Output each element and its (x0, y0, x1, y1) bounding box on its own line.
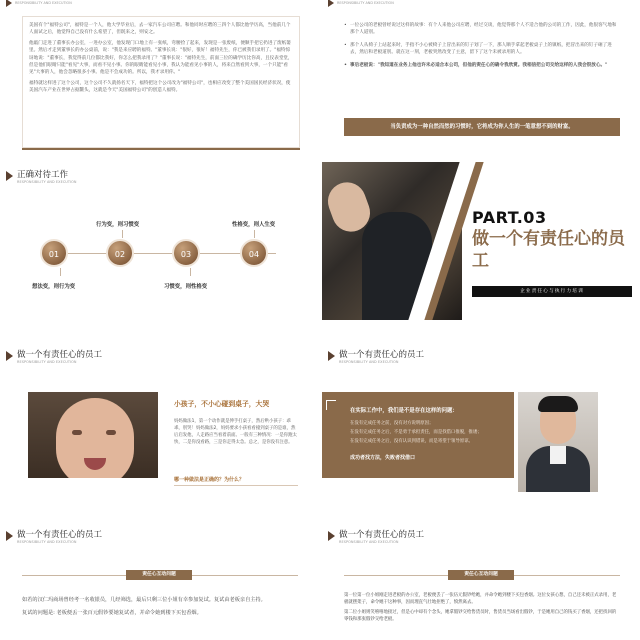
section-tag: 责任心互动问题 (126, 570, 192, 580)
step-circle-4: 04 (240, 239, 268, 267)
story-paragraph-2: 他敲门走进了董事长办公室，一进办公室，他发现门口地上有一张纸，弯腰捡了起来，发现是一张废纸，便顺手把它扔进了废纸篓里。然后才走到董事长的办公桌前，说："我是来应聘的福特。"董事长说："很好，很好！福特先生，你已被我们录用了。"福特惊讶地说："董事长，我觉得前几位都比我好，你怎么把我录用了？"董事长说："福特先生，前面三位的确学历比你高，且仪表堂堂，但是他们眼睛只能"看见"大事，而看不见小事。你的眼睛能看见小事，我认为能看见小事的人，将来自然看到大事，一个只能"看见"大事的人，他会忽略很多小事。他是不会成功的。所以，我才录用你。" (29, 40, 293, 76)
slide-title: 做一个有责任心的员工 (17, 530, 103, 540)
story-line: 第一位第一位小姐刚走进老板的办公室，老板便丢了一张伍元假钞给她，并命令她到楼下买包香烟。这位女孩心想，自己还未被正式录用，老板就摆架子，命令她干这种事，因而理直气壮地拒绝了，愤然离去。 (344, 593, 617, 605)
story-text (344, 592, 620, 623)
story-line: 第二位小姐则笑嘻嘻地接过，但是心中却有个念头，她拿假钞交给售货员时，售货员当场看出假钞，于是她用自己的钱买了香烟，还把找回的零钱和那张假钞交给老板。 (344, 610, 617, 622)
timeline-tick (60, 268, 61, 276)
triangle-icon (328, 0, 334, 7)
triangle-icon (328, 351, 335, 361)
story-paragraph-3: 福特就这样进了这个公司，这个公司不久就扬名天下，福特把这个公司改为"福特公司"，也相应改变了整个美国国民经济状况，使美国汽车产业在世界占据鳌头，这就是今天"美国福特公司"的创造人福特。 (29, 80, 291, 94)
section-subtitle-pill: 企业责任心与执行力培训 (472, 286, 632, 297)
slide-thumbnail-8[interactable] (322, 522, 640, 640)
header-subtitle: RESPONSIBILITY AND EXECUTION (17, 540, 77, 544)
header-subtitle: RESPONSIBILITY AND EXECUTION (17, 360, 77, 364)
triangle-icon (6, 0, 12, 7)
accent-underline (22, 148, 300, 150)
slide-title: 做一个有责任心的员工 (339, 530, 425, 540)
slide-title: 正确对待工作 (17, 170, 69, 180)
step-circle-2: 02 (106, 239, 134, 267)
crying-baby-photo (28, 392, 158, 478)
step-label-bottom-1: 想法变，则行为变 (32, 284, 76, 290)
bullet-list (344, 22, 620, 74)
slide-thumbnail-4[interactable] (322, 162, 640, 320)
panel-title: 在实际工作中，我们是不是存在这样的问题： (350, 408, 458, 414)
slide-thumbnail-7[interactable] (0, 522, 318, 640)
header-subtitle: RESPONSIBILITY AND EXECUTION (339, 360, 399, 364)
slide-header (0, 0, 318, 8)
step-circle-3: 03 (172, 239, 200, 267)
story-paragraph-1: 美国有个"福特公司"，福特是一个人，他大学毕业后，去一家汽车公司应聘。和他同时应聘的三四个人都比他学历高，当他前几个人面试之后，他觉得自己没有什么希望了，但既来之，则安之。 (29, 23, 291, 36)
question-line: 复试的问题是: 老板便丢一张百元假钞要她复试者，并命令她到楼下买包香烟。 (22, 610, 202, 616)
problem-panel (322, 392, 514, 478)
case-body: 妈妈做法1，第一个动作就是伸手打桌子，然后哄小孩子：乖乖，别哭！妈妈做法2，妈妈要求小孩看看撞到桌子的是谁，然后启发他，人走路应当看着前面。一般有三种情况：一是你跑太快，二是你没看路，三是你走得太急。总之，是你没有注意。 (174, 419, 297, 445)
story-text-box (22, 16, 300, 148)
step-label-top-1: 行为变，则习惯变 (96, 222, 140, 228)
header-subtitle: RESPONSIBILITY AND EXECUTION (339, 540, 399, 544)
header-subtitle: RESPONSIBILITY AND EXECUTION (15, 1, 72, 5)
panel-subline: 成功者找方法，失败者找借口 (350, 455, 416, 461)
businessman-photo (518, 392, 598, 492)
bullet-item: • 那个人从椅子上站起来时，手指不小心被椅子上冒出来的钉子划了一下，那人顺手拿起老板桌子上的镇纸，把冒出来的钉子砸了进去，然后和老板道别。就在这一刻，老板突然改变了主意，留下了这个未被录用的人。 (344, 42, 620, 57)
timeline-tick (190, 268, 191, 276)
eye-shape (72, 430, 82, 435)
step-circle-1: 01 (40, 239, 68, 267)
corner-bracket-icon (326, 400, 336, 410)
triangle-icon (6, 531, 13, 541)
section-tag: 责任心互动问题 (448, 570, 514, 580)
header-subtitle: RESPONSIBILITY AND EXECUTION (17, 180, 77, 184)
slide-title: 做一个有责任心的员工 (339, 350, 425, 360)
triangle-icon (6, 351, 13, 361)
step-label-top-2: 性格变，则人生变 (232, 222, 276, 228)
step-label-bottom-2: 习惯变，则性格变 (164, 284, 208, 290)
slide-thumbnail-6[interactable] (322, 342, 640, 500)
panel-line: 在没有完成任务之前，没有对方说明原因； (350, 421, 434, 426)
collar-shape (550, 446, 566, 464)
panel-line: 在没有完成任务之后，没有认识到错误，而是寄望于领导原谅。 (350, 439, 473, 444)
slide-thumbnail-2[interactable] (322, 0, 640, 158)
question-text (22, 596, 298, 618)
timeline-tick (122, 230, 123, 238)
header-subtitle: RESPONSIBILITY AND EXECUTION (337, 1, 394, 5)
bullet-item: • 一位公司的老板曾经说过这样的故事：有个人来他公司应聘，经过交谈，他觉得那个人不适合他的公司的工作，因此，他很客气地和那个人道别。 (344, 22, 620, 37)
slide-thumbnail-3[interactable] (0, 162, 318, 320)
case-question: 哪一种做法是正确的？为什么？ (174, 476, 298, 486)
eye-shape (106, 430, 116, 435)
triangle-icon (328, 531, 335, 541)
slide-title: 做一个有责任心的员工 (17, 350, 103, 360)
slide-thumbnail-1[interactable] (0, 0, 318, 158)
triangle-icon (6, 171, 13, 181)
panel-line: 在没有完成任务之后，不是勇于承担责任，而是找借口推脱，推诿； (350, 430, 482, 435)
timeline-tick (254, 230, 255, 238)
summary-bar: 当负责成为一种自然而然的习惯时，它将成为你人生的一笔意想不到的财富。 (344, 118, 620, 136)
section-title: 做一个有责任心的员工 (472, 229, 625, 271)
slide-header (322, 0, 640, 8)
slide-thumbnail-5[interactable] (0, 342, 318, 500)
hair-shape (538, 396, 578, 412)
case-headline: 小孩子，不小心碰到桌子，大哭 (174, 400, 270, 408)
part-number: PART.03 (472, 208, 547, 227)
bullet-item-highlight: • 事后老板说："我知道在业务上他也许未必适合本公司，但他的责任心的确令我欣赏。我相信把公司交给这样的人我会很放心。" (344, 62, 620, 69)
question-line: 如若的汉仁玛商场曾经考一名收银员，几经筛选，最后只剩三位小姐有幸参加复试。复试由老板亲自主持。 (22, 597, 266, 603)
